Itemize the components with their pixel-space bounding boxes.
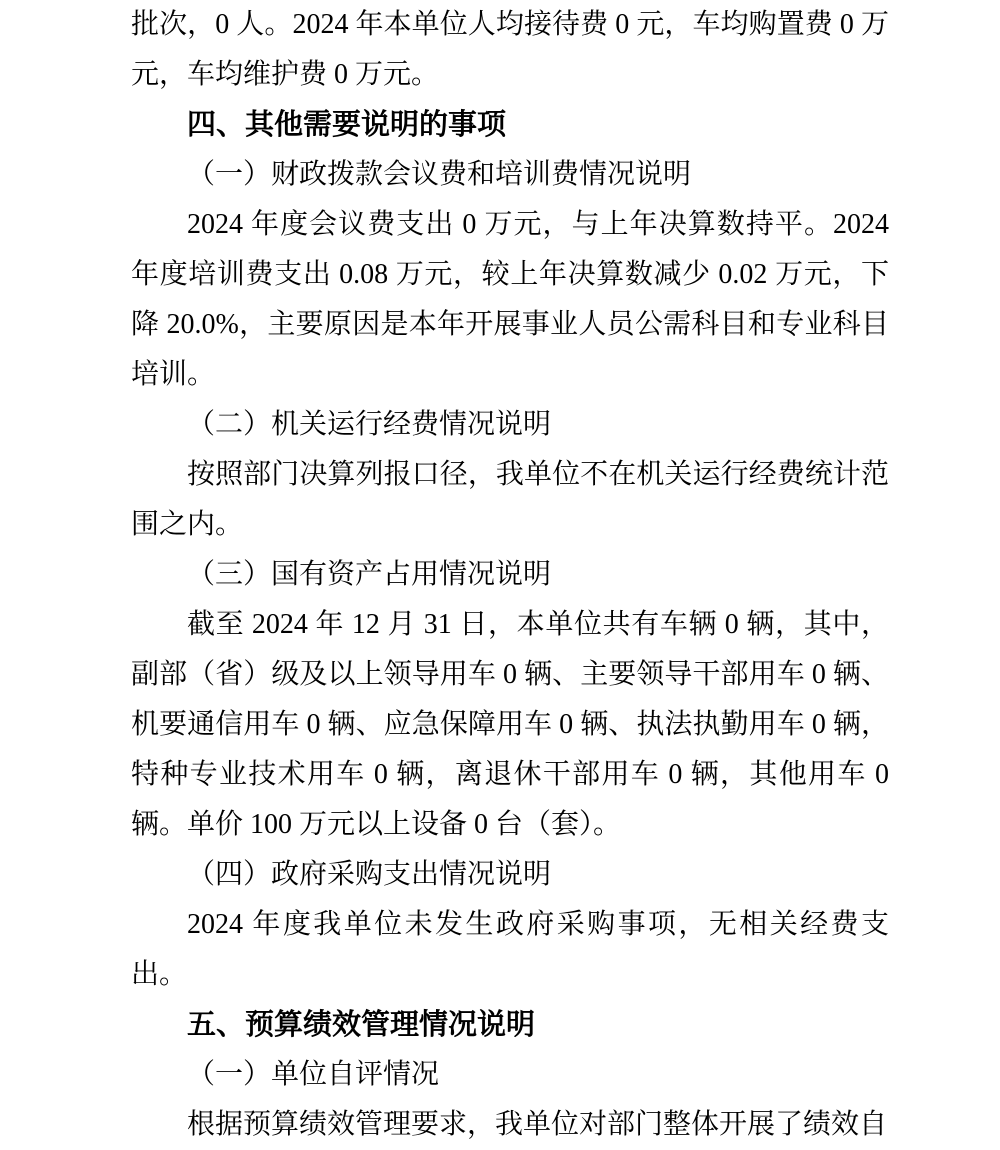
subheading-2-agency-operating-expenses: （二）机关运行经费情况说明 — [187, 409, 552, 440]
subheading-4-government-procurement: （四）政府采购支出情况说明 — [187, 859, 552, 890]
subheading-1-self-evaluation: （一）单位自评情况 — [187, 1059, 440, 1090]
paragraph-continued-reception-vehicle-fees: 批次，0 人。2024 年本单位人均接待费 0 元，车均购置费 0 万元，车均维护费 0 万元。 — [131, 9, 889, 90]
paragraph-state-owned-assets-vehicles: 截至 2024 年 12 月 31 日，本单位共有车辆 0 辆，其中，副部（省）级及以上领导用车 0 辆、主要领导干部用车 0 辆、机要通信用车 0 辆、应急保障用车 0 辆、执法执勤用车 0 辆，特种专业技术用车 0 辆，离退休干部用车 0 辆，其他用车 0 辆。单价 100 万元以上设备 0 台（套）。 — [131, 609, 889, 840]
subheading-1-meeting-training-fees: （一）财政拨款会议费和培训费情况说明 — [187, 159, 692, 190]
paragraph-government-procurement: 2024 年度我单位未发生政府采购事项，无相关经费支出。 — [131, 909, 889, 990]
paragraph-self-evaluation-truncated: 根据预算绩效管理要求，我单位对部门整体开展了绩效自 — [187, 1109, 888, 1140]
section-heading-5-budget-performance: 五、预算绩效管理情况说明 — [187, 1009, 536, 1041]
paragraph-agency-operating-expenses: 按照部门决算列报口径，我单位不在机关运行经费统计范围之内。 — [131, 459, 889, 540]
paragraph-meeting-training-fees: 2024 年度会议费支出 0 万元，与上年决算数持平。2024 年度培训费支出 0.08 万元，较上年决算数减少 0.02 万元，下降 20.0%，主要原因是本年开展事业人员公需科目和专业科目培训。 — [131, 209, 889, 390]
section-heading-4-other-matters: 四、其他需要说明的事项 — [187, 109, 507, 141]
subheading-3-state-owned-assets: （三）国有资产占用情况说明 — [187, 559, 552, 590]
